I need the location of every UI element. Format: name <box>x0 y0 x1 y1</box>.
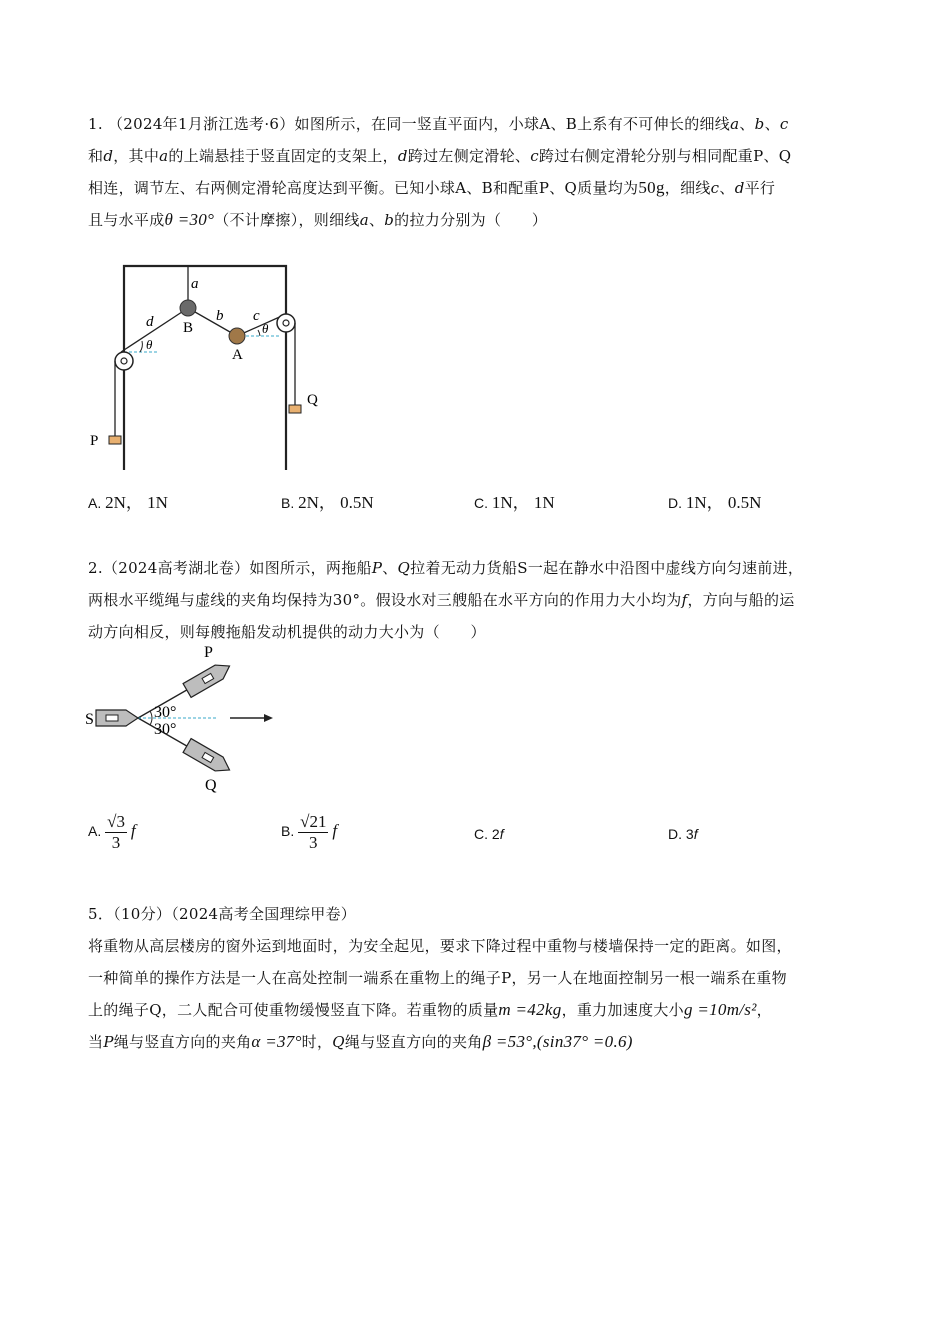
ball-b <box>180 300 196 316</box>
svg-text:a: a <box>191 276 199 292</box>
cargo-ship-s <box>96 710 138 726</box>
right-pulley <box>277 314 295 332</box>
weight-q <box>289 405 301 413</box>
q5-text: 5．（10分）（2024高考全国理综甲卷） 将重物从高层楼房的窗外运到地面时，为安全起见，要求下降过程中重物与楼墙保持一定的距离。如图， 一种简单的操作方法是一人在高处控制一端系在重物上的绳子P，另一人在地面控制另一根一端系在重物 上的绳子Q，二人配合可使重物缓慢竖直下降。若重物的质量m =42kg，重力加速度大小g =10m/s²， 当P绳与竖直方向的夹角α =37°时，Q绳与竖直方向的夹角β =53°,(sin37° =0.6) <box>88 905 792 1051</box>
q1-option-d[interactable]: D. 1N， 0.5N <box>668 493 762 512</box>
q1-option-a[interactable]: A. 2N， 1N <box>88 493 168 512</box>
q2-text: 2.（2024高考湖北卷）如图所示，两拖船P、Q拉着无动力货船S一起在静水中沿图中虚线方向匀速前进， 两根水平缆绳与虚线的夹角均保持为30°。假设水对三艘船在水平方向的作用力大小均为f，方向与船的运 动方向相反，则每艘拖船发动机提供的动力大小为（ ） <box>88 559 804 641</box>
svg-text:c: c <box>253 308 260 324</box>
q2-option-b[interactable]: B. $\frac{√21}{3}$ f <box>281 812 338 852</box>
svg-text:30°: 30° <box>154 704 177 721</box>
svg-text:B: B <box>183 320 194 336</box>
q1-text: 1. （2024年1月浙江选考·6）如图所示，在同一竖直平面内，小球A、B上系有不可伸长的细线a、b、c 和d，其中a的上端悬挂于竖直固定的支架上，d跨过左侧定滑轮、c跨过右侧定滑轮分别与相同配重P、Q 相连，调节左、右两侧定滑轮高度达到平衡。已知小球A、B和配重P、Q质量均为50g，细线c、d平行 且与水平成θ =30°（不计摩擦），则细线a、b的拉力分别为（ ） <box>88 115 792 229</box>
svg-text:A: A <box>232 347 243 363</box>
ball-a <box>229 328 245 344</box>
svg-text:30°: 30° <box>154 721 177 738</box>
svg-text:P: P <box>90 433 99 449</box>
svg-text:P: P <box>204 644 213 661</box>
weight-p <box>109 436 121 444</box>
q2-option-a[interactable]: A. $\frac{√3}{3}$ f <box>88 812 136 852</box>
svg-text:Q: Q <box>307 392 318 408</box>
tug-q <box>183 739 233 777</box>
svg-text:θ: θ <box>146 337 153 352</box>
q2-option-c[interactable]: C. 2f <box>474 826 504 842</box>
svg-text:Q: Q <box>205 777 217 794</box>
q1-figure <box>80 258 340 478</box>
left-pulley <box>115 352 133 370</box>
support-frame <box>124 266 286 470</box>
q1-option-b[interactable]: B. 2N， 0.5N <box>281 493 374 512</box>
direction-arrow-icon <box>264 714 273 722</box>
q2-figure <box>80 642 290 797</box>
q2-option-d[interactable]: D. 3f <box>668 826 698 842</box>
svg-text:θ: θ <box>262 321 269 336</box>
svg-text:S: S <box>85 711 94 728</box>
q1-option-c[interactable]: C. 1N， 1N <box>474 493 555 512</box>
tug-p <box>183 659 233 697</box>
svg-text:b: b <box>216 308 224 324</box>
svg-text:d: d <box>146 314 154 330</box>
